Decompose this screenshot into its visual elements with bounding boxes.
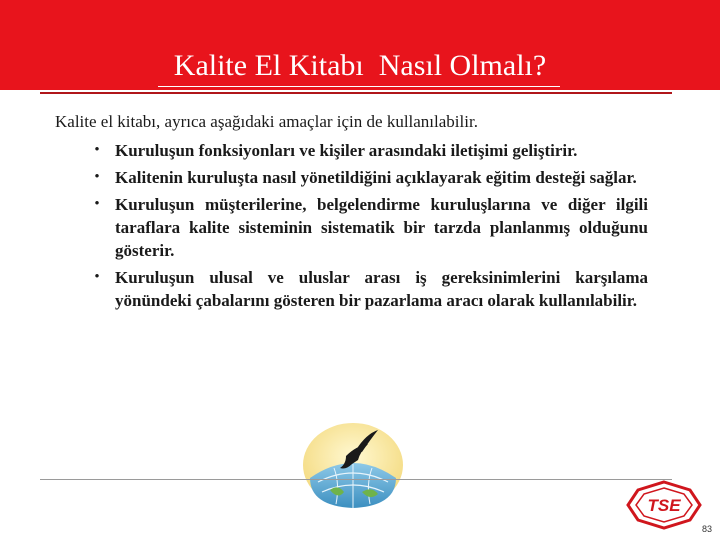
bullet-text: Kalitenin kuruluşta nasıl yönetildiğini açıklayarak eğitim desteği sağlar. xyxy=(115,168,637,187)
title-underline xyxy=(158,86,560,87)
bullet-text: Kuruluşun müşterilerine, belgelendirme kuruluşlarına ve diğer ilgili taraflara kalite sisteminin sistematik bir tarzda planlanmış olduğunu gösterir. xyxy=(115,195,648,260)
tse-logo-icon xyxy=(626,480,702,530)
bullet-item xyxy=(94,139,648,162)
bullet-dot-icon: • xyxy=(94,269,100,285)
bullet-list xyxy=(94,139,648,316)
bullet-dot-icon: • xyxy=(94,142,100,158)
intro-text: Kalite el kitabı, ayrıca aşağıdaki amaçlar için de kullanılabilir. xyxy=(55,112,478,131)
slide-title: Kalite El Kitabı Nasıl Olmalı? xyxy=(173,49,547,82)
globe-bird-illustration xyxy=(300,420,406,510)
bullet-item xyxy=(94,266,648,312)
bullet-dot-icon: • xyxy=(94,196,100,212)
top-divider xyxy=(40,92,672,94)
bottom-divider xyxy=(40,479,672,480)
svg-text:TSE: TSE xyxy=(647,496,681,515)
bullet-text: Kuruluşun ulusal ve uluslar arası iş gereksinimlerini karşılama yönündeki çabalarını gösteren bir pazarlama aracı olarak kullanılabilir. xyxy=(115,268,648,310)
bullet-item xyxy=(94,193,648,262)
page-number: 83 xyxy=(701,524,712,534)
bullet-item xyxy=(94,166,648,189)
bullet-dot-icon: • xyxy=(94,169,100,185)
bullet-text: Kuruluşun fonksiyonları ve kişiler arasındaki iletişimi geliştirir. xyxy=(115,141,578,160)
